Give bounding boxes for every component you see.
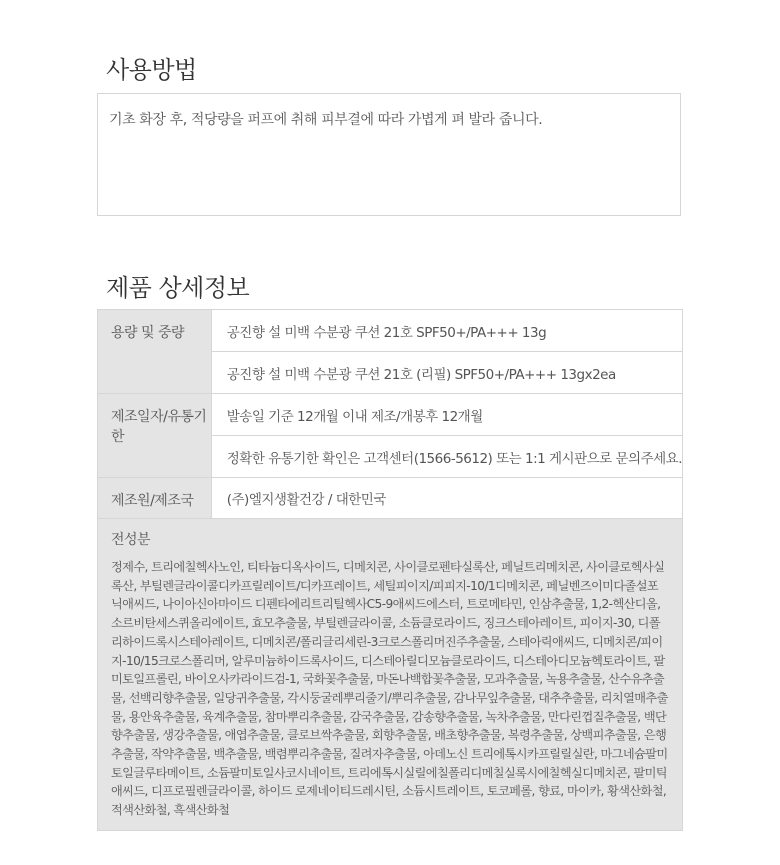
usage-box [97, 93, 681, 216]
ingredients-cell [98, 519, 683, 831]
row-value: 정확한 유통기한 확인은 고객센터(1566-5612) 또는 1:1 게시판으로 문의주세요. [211, 436, 682, 478]
row-value: 발송일 기준 12개월 이내 제조/개봉후 12개월 [211, 394, 682, 436]
usage-text: 기초 화장 후, 적당량을 퍼프에 취해 피부결에 따라 가볍게 펴 발라 줍니다. [109, 112, 543, 128]
table-row [98, 310, 683, 352]
row-label-manufacturer: 제조원/제조국 [98, 478, 212, 519]
ingredients-text: 정제수, 트리에칠헥사노인, 티타늄디옥사이드, 디메치콘, 사이클로펜타실록산, 페닐트리메치콘, 사이클로헥사실록산, 부틸렌글라이콜디카프릴레이트/디카프레이트, 세틸피이지/피피지-10/1디메치콘, 페닐벤즈이미다졸설포닉애씨드, 나이아신아마이드 디펜타에리트리틸헥사C5-9애씨드에스터, 트로메타민, 인삼추출물, 1,2-헥산디올, 소르비탄세스퀴올리에이트, 효모추출물, 부틸렌글라이콜, 소듐클로라이드, 징크스테아레이트, 피이지-30, 디폴리하이드록시스테아레이트, 디메치콘/폴리글리세린-3크로스폴리머진주추출물, 스테아릭애씨드, 디메치콘/피이지-10/15크로스폴리머, 알루미늄하이드록사이드, 디스테아릴디모늄클로라이드, 디스테아디모늄헥토라이트, 팔미토일프롤린, 바이오사카라이드검-1, 국화꽃추출물, 마돈나백합꽃추출물, 모과추출물, 녹용추출물, 산수유추출물, 선백리향추출물, 일당귀추출물, 각시둥굴레뿌리줄기/뿌리추출물, 감나무잎추출물, 대추추출물, 리치열매추출물, 용안육추출물, 육계추출물, 참마뿌리추출물, 감국추출물, 감송향추출물, 녹차추출물, 만다린껍질추출물, 백단향추출물, 생강추출물, 애엽추출물, 클로브싹추출물, 회향추출물, 배초향추출물, 복령추출물, 상백피추출물, 은행추출물, 작약추출물, 백추출물, 백렴뿌리추출물, 질려자추출물, 아데노신 트리에톡시카프릴릴실란, 마그네슘팔미토일글루타메이트, 소듐팔미토일사코시네이트, 트리에톡시실릴에칠폴리디메칠실록시에칠헥실디메치콘, 팔미틱애씨드, 디프로필렌글라이콜, 하이드 로제네이티드레시틴, 소듐시트레이트, 토코페롤, 향료, 마이카, 황색산화철, 적색산화철, 흑색산화철 [111, 560, 668, 818]
product-detail-table [97, 309, 683, 831]
row-label-volume: 용량 및 중량 [98, 310, 212, 394]
row-value: 공진향 설 미백 수분광 쿠션 21호 SPF50+/PA+++ 13g [211, 310, 682, 352]
table-row [98, 519, 683, 831]
row-value: 공진향 설 미백 수분광 쿠션 21호 (리필) SPF50+/PA+++ 13gx2ea [211, 352, 682, 394]
detail-section-title: 제품 상세정보 [106, 274, 250, 302]
table-row [98, 478, 683, 519]
usage-section-title: 사용방법 [106, 56, 197, 84]
row-value: (주)엘지생활건강 / 대한민국 [211, 478, 682, 519]
ingredients-title: 전성분 [111, 532, 151, 548]
row-label-date: 제조일자/유통기한 [98, 394, 212, 478]
table-row [98, 394, 683, 436]
